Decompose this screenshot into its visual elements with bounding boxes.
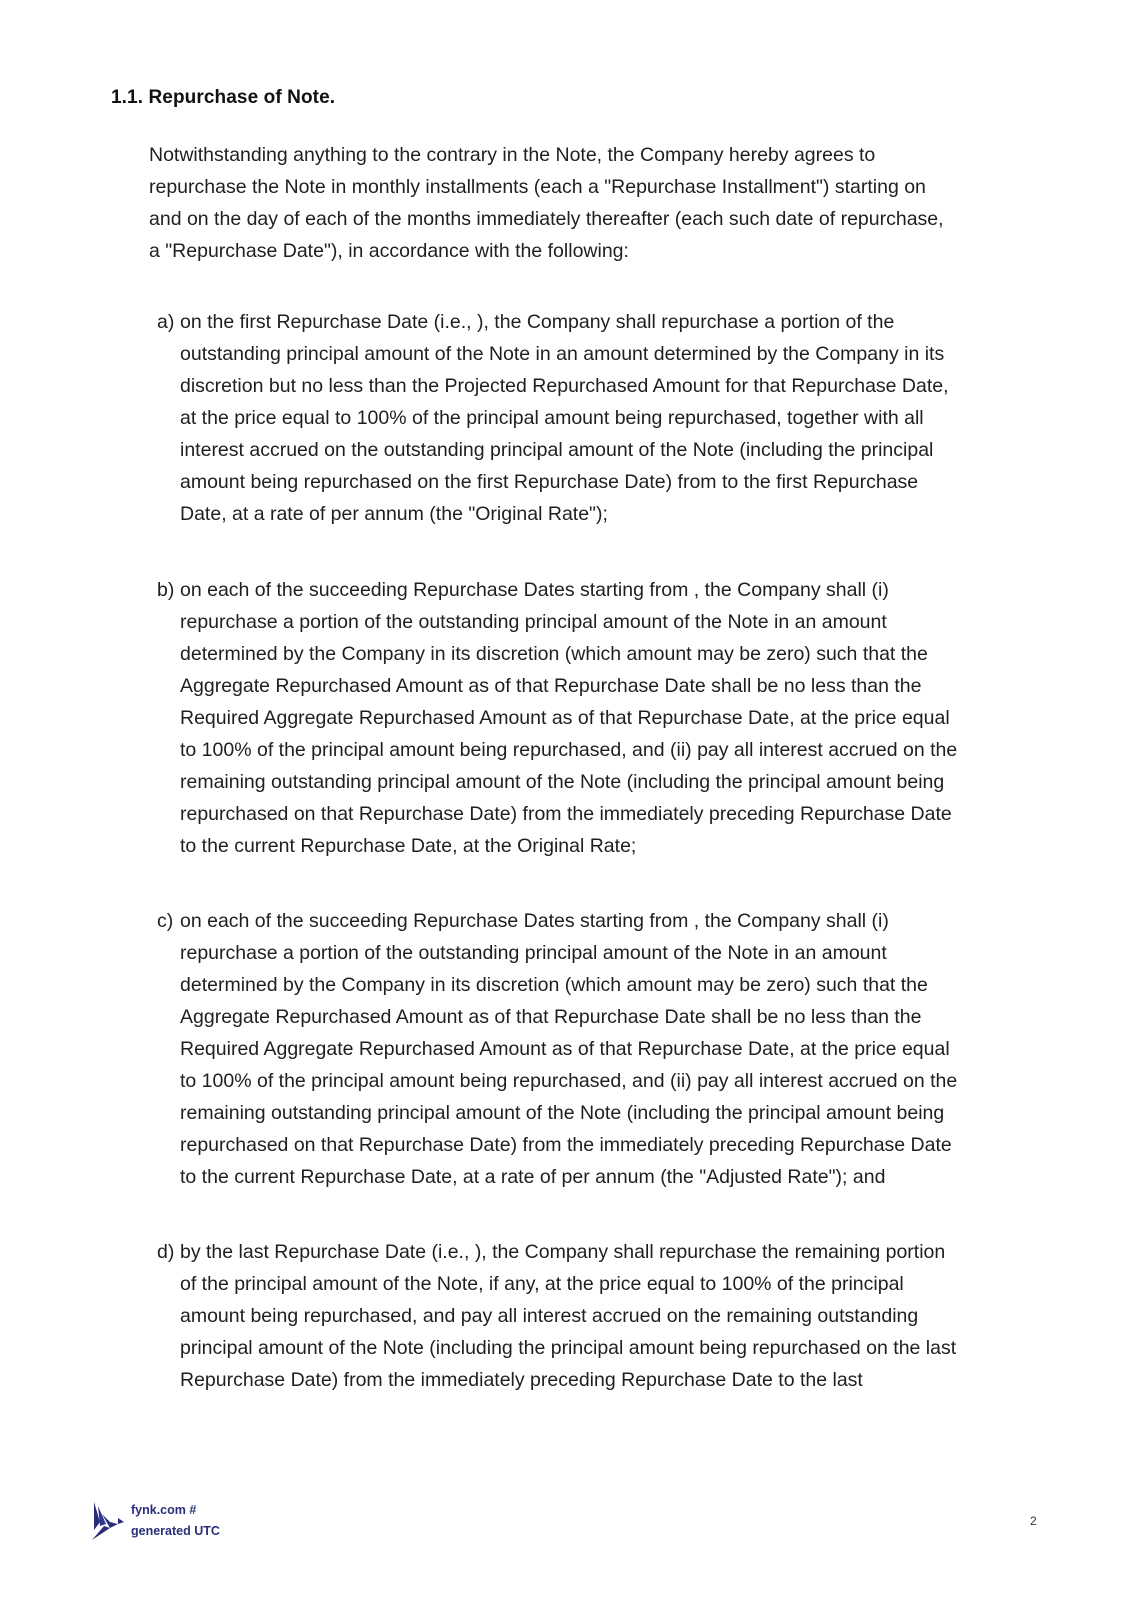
list-item-d <box>157 1236 1057 1396</box>
text-line: interest accrued on the outstanding principal amount of the Note (including the principal <box>180 439 934 461</box>
text-line: to the current Repurchase Date, at the Original Rate; <box>180 835 637 857</box>
text-line: amount being repurchased, and pay all interest accrued on the remaining outstanding <box>180 1305 919 1327</box>
text-line: repurchased on that Repurchase Date) from the immediately preceding Repurchase Date <box>180 803 952 825</box>
text-line: Aggregate Repurchased Amount as of that Repurchase Date shall be no less than the <box>180 675 922 697</box>
text-line: determined by the Company in its discretion (which amount may be zero) such that the <box>180 643 928 665</box>
text-line: repurchase a portion of the outstanding principal amount of the Note in an amount <box>180 611 887 633</box>
text-line: of the principal amount of the Note, if any, at the price equal to 100% of the principal <box>180 1273 904 1295</box>
page-number: 2 <box>1030 1514 1037 1528</box>
list-marker: d) <box>157 1241 175 1263</box>
text-line: principal amount of the Note (including the principal amount being repurchased on the last <box>180 1337 957 1359</box>
list-item-body <box>180 306 1057 530</box>
text-line: Required Aggregate Repurchased Amount as of that Repurchase Date, at the price equal <box>180 707 950 729</box>
text-line: by the last Repurchase Date (i.e., ), the Company shall repurchase the remaining portion <box>180 1241 946 1263</box>
text-line: amount being repurchased on the first Repurchase Date) from to the first Repurchase <box>180 471 919 493</box>
text-line: remaining outstanding principal amount of the Note (including the principal amount being <box>180 771 945 793</box>
text-line: repurchased on that Repurchase Date) from the immediately preceding Repurchase Date <box>180 1134 952 1156</box>
text-line: outstanding principal amount of the Note in an amount determined by the Company in its <box>180 343 945 365</box>
intro-line: a "Repurchase Date"), in accordance with the following: <box>149 240 629 262</box>
intro-line: repurchase the Note in monthly installments (each a "Repurchase Installment") starting on <box>149 176 926 198</box>
intro-paragraph <box>149 139 1049 267</box>
list-marker: a) <box>157 311 175 333</box>
text-line: repurchase a portion of the outstanding principal amount of the Note in an amount <box>180 942 887 964</box>
list-item-b <box>157 574 1057 862</box>
text-line: Repurchase Date) from the immediately preceding Repurchase Date to the last <box>180 1369 863 1391</box>
list-marker: c) <box>157 910 174 932</box>
text-line: on the first Repurchase Date (i.e., ), the Company shall repurchase a portion of the <box>180 311 895 333</box>
text-line: on each of the succeeding Repurchase Dates starting from , the Company shall (i) <box>180 579 889 601</box>
text-line: discretion but no less than the Projected Repurchased Amount for that Repurchase Date, <box>180 375 949 397</box>
footer-generated: generated UTC <box>131 1524 220 1538</box>
intro-line: and on the day of each of the months immediately thereafter (each such date of repurchase, <box>149 208 944 230</box>
list-item-a <box>157 306 1057 530</box>
text-line: determined by the Company in its discretion (which amount may be zero) such that the <box>180 974 928 996</box>
list-marker: b) <box>157 579 175 601</box>
text-line: on each of the succeeding Repurchase Dates starting from , the Company shall (i) <box>180 910 889 932</box>
text-line: to 100% of the principal amount being repurchased, and (ii) pay all interest accrued on the <box>180 739 958 761</box>
text-line: to the current Repurchase Date, at a rate of per annum (the "Adjusted Rate"); and <box>180 1166 886 1188</box>
list-item-body <box>180 905 1057 1193</box>
text-line: Required Aggregate Repurchased Amount as of that Repurchase Date, at the price equal <box>180 1038 950 1060</box>
text-line: to 100% of the principal amount being repurchased, and (ii) pay all interest accrued on the <box>180 1070 958 1092</box>
list-item-body <box>180 1236 1057 1396</box>
text-line: Date, at a rate of per annum (the "Original Rate"); <box>180 503 608 525</box>
text-line: at the price equal to 100% of the principal amount being repurchased, together with all <box>180 407 924 429</box>
section-heading: 1.1. Repurchase of Note. <box>111 87 336 108</box>
text-line: remaining outstanding principal amount of the Note (including the principal amount being <box>180 1102 945 1124</box>
intro-line: Notwithstanding anything to the contrary in the Note, the Company hereby agrees to <box>149 144 876 166</box>
text-line: Aggregate Repurchased Amount as of that Repurchase Date shall be no less than the <box>180 1006 922 1028</box>
fynk-crane-logo-icon <box>88 1500 128 1540</box>
footer-brand: fynk.com # <box>131 1503 197 1517</box>
list-item-c <box>157 905 1057 1193</box>
list-item-body <box>180 574 1057 862</box>
footer-info <box>131 1500 220 1542</box>
